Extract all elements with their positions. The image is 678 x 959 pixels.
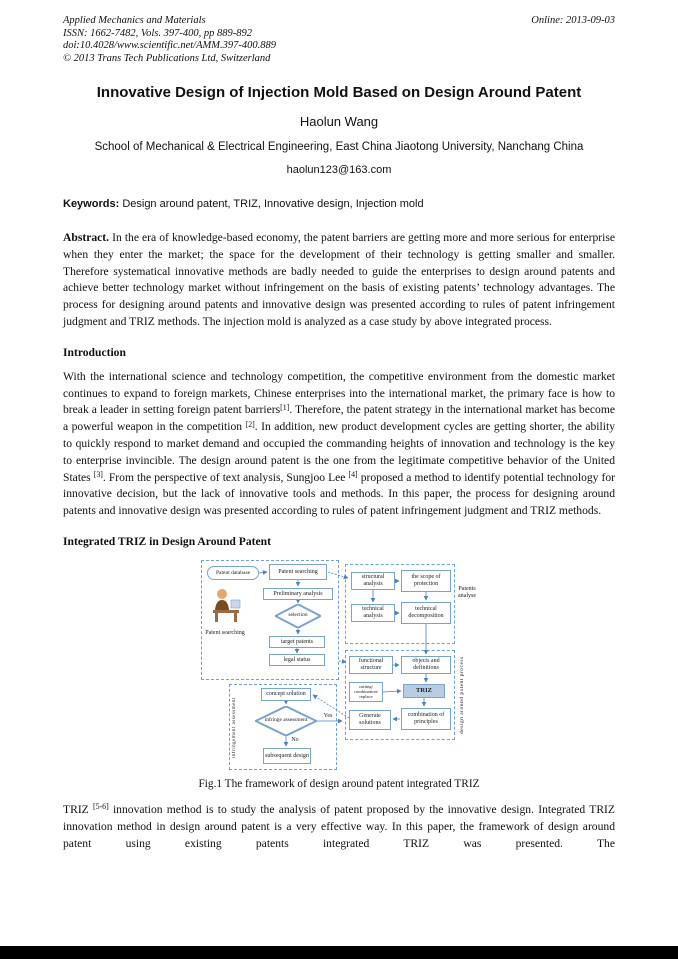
node-triz: TRIZ: [403, 684, 445, 698]
journal-header: [63, 15, 615, 65]
page-footer-bar: [0, 946, 678, 959]
node-structural-analysis: structural analysis: [351, 572, 395, 590]
author-name: Haolun Wang: [299, 114, 379, 129]
page-content: [63, 0, 615, 852]
keywords-label: Keywords:: [63, 198, 120, 210]
node-selection-label: selection: [288, 611, 308, 618]
keywords-line: [63, 197, 615, 212]
node-generate-solutions: Generate solutions: [349, 710, 391, 730]
node-patent-database: Patent database: [207, 566, 259, 580]
section-heading-integrated-triz: Integrated TRIZ in Design Around Patent: [63, 534, 271, 548]
label-yes: Yes: [323, 712, 333, 719]
introduction-paragraph: With the international science and technology competition, the competitive environment from the domestic market continues to expand to foreign markets, Chinese enterprises into the international market, the primary face is how to break a leader in setting foreign patent barriers[1]. Therefore, the patent strategy in the international market has become a powerful weapon in the competition [2]. In addition, new product development cycles are getting shorter, the ability to quickly respond to market demand and occupied the commanding heights of innovation and technology is the key to enterprise invincible. The design around patent is the one from the legitimate competitive behavior of the United States [3]. From the perspective of text analysis, Sungjoo Lee [4] proposed a method to identify potential technology for innovative decision, but the lack of innovative tools and methods. In this paper, the process for designing around patents and innovative design was presented according to rules of patent infringement judgment and TRIZ methods.: [63, 369, 616, 518]
label-infringement-assessment: infringement assessment: [232, 697, 237, 759]
figure-1: [199, 558, 479, 773]
abstract-paragraph: [63, 230, 615, 331]
node-concept-solution: concept solution: [261, 688, 311, 701]
figure-caption: Fig.1 The framework of design around patent integrated TRIZ: [198, 777, 480, 790]
node-selection-diamond: [275, 604, 321, 628]
node-patent-searching: Patent searching: [269, 564, 327, 580]
node-scope-of-protection: the scope of protection: [401, 570, 451, 592]
doi-line: doi:10.4028/www.scientific.net/AMM.397-400.889: [63, 40, 276, 51]
affiliation: School of Mechanical & Electrical Engineering, East China Jiaotong University, Nanchang China: [94, 141, 584, 153]
abstract-label: Abstract.: [63, 231, 110, 244]
node-technical-analysis: technical analysis: [351, 604, 395, 622]
node-objects-and-definitions: objects and definitions: [401, 656, 451, 674]
abstract-text: In the era of knowledge-based economy, the patent barriers are getting more and more serious for enterprise when they enter the market; the space for the development of their technology is getting smaller and smaller. Therefore systematical innovative methods are badly needed to guide the enterprises to design around patents and achieve better technology market without infringement on the basis of existing patents’ technology advantages. The process for designing around patents and innovative design was presented according to rules of patent infringement judgment and TRIZ methods. The injection mold is analyzed as a case study by above integrated process.: [63, 231, 615, 328]
node-technical-decomposition: technical decomposition: [401, 602, 451, 624]
author-email: haolun123@163.com: [286, 164, 392, 176]
node-infringe-assessment-label: infringe assessment: [264, 716, 308, 723]
node-combination-of-principles: combination of principles: [401, 708, 451, 730]
node-legal-status: legal status: [269, 654, 325, 666]
online-date: Online: 2013-09-03: [531, 15, 615, 26]
node-cutting-combination-replace: cutting/ combination/ replace: [349, 682, 383, 702]
label-patents-analyse: Patents analyse: [458, 585, 476, 599]
issn-line: ISSN: 1662-7482, Vols. 397-400, pp 889-892: [63, 27, 252, 39]
node-target-patents: target patents: [269, 636, 325, 648]
node-infringe-assessment-diamond: [255, 706, 317, 736]
paper-title: Innovative Design of Injection Mold Based on Design Around Patent: [96, 84, 582, 101]
label-design-around-patent-process: design around patent process: [459, 656, 465, 734]
node-functional-structure: functional structure: [349, 656, 393, 674]
node-preliminary-analysis: Preliminary analysis: [263, 588, 333, 600]
copyright-line: © 2013 Trans Tech Publications Ltd, Switzerland: [63, 52, 271, 64]
label-patent-searching: Patent searching: [205, 629, 245, 636]
label-no: No: [291, 736, 299, 743]
section-heading-introduction: Introduction: [63, 345, 126, 359]
closing-paragraph: TRIZ [5-6] innovation method is to study the analysis of patent proposed by the innovative design. Integrated TRIZ innovation method in design around patent is a very effective way. In this paper, the framework of design around patent using existing patents integrated TRIZ was presented. The: [63, 802, 615, 850]
person-clipart: [211, 586, 241, 624]
node-subsequent-design: subsequent design: [263, 748, 311, 764]
keywords-text: Design around patent, TRIZ, Innovative design, Injection mold: [122, 198, 424, 210]
journal-header-left: [63, 15, 276, 65]
journal-name: Applied Mechanics and Materials: [63, 15, 206, 26]
